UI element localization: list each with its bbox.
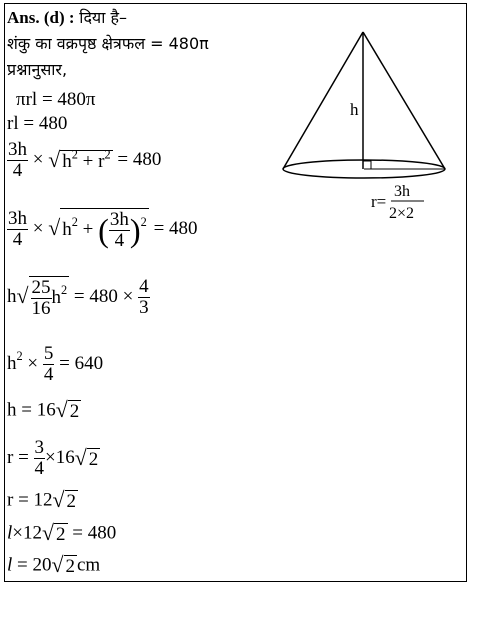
radius-denominator: 2×2 bbox=[389, 205, 415, 222]
fraction: $\frac{3h}{4}$ bbox=[8, 139, 27, 181]
step-1: πrl = 480π bbox=[16, 89, 96, 110]
step-3: $\frac{3h}{4}$ × √ $h^2 + r^2 = 480$ bbox=[8, 139, 162, 181]
fraction: $\frac{5}{4}$ bbox=[43, 343, 54, 385]
given-statement: शंकु का वक्रपृष्ठ क्षेत्रफल = 480π bbox=[7, 34, 209, 53]
cone-diagram bbox=[278, 30, 458, 230]
cone-right-slant bbox=[363, 32, 445, 169]
according-to-question: प्रश्नानुसार, bbox=[7, 60, 68, 79]
height-label: h bbox=[350, 100, 359, 119]
step-5: h√ $\frac{25}{16}$ $h^2 = 480$ × $\frac{4}{3}$ bbox=[7, 276, 149, 319]
square-root: √ $h^2 + r^2$ bbox=[48, 146, 111, 172]
square-root: √ $h^2$ + ( $\frac{3h}{4}$ )$^2$ bbox=[48, 209, 147, 251]
answer-intro: दिया है– bbox=[79, 8, 127, 27]
fraction: $\frac{4}{3}$ bbox=[139, 276, 149, 318]
step-7: h = 16√ 2 bbox=[7, 398, 80, 422]
answer-heading bbox=[7, 8, 127, 27]
step-10: l×12√ 2 = 480 bbox=[7, 521, 117, 545]
step-6: $h^2$ × $\frac{5}{4}$ = 640 bbox=[7, 343, 104, 385]
step-2: rl = 480 bbox=[7, 113, 68, 134]
square-root: √ 2 bbox=[55, 398, 80, 422]
step-11: l = 20√ 2 cm bbox=[7, 553, 101, 577]
square-root: √ 2 bbox=[51, 553, 75, 577]
right-angle-mark bbox=[363, 161, 371, 169]
radius-label: r= bbox=[371, 192, 387, 211]
step-9: r = 12√ 2 bbox=[7, 488, 77, 512]
square-root: √ $\frac{25}{16}$ $h^2$ bbox=[16, 277, 68, 319]
answer-label: Ans. (d) : bbox=[7, 8, 75, 27]
step-8: r = $\frac{3}{4}$ ×16√ 2 bbox=[7, 437, 99, 479]
fraction: $\frac{3}{4}$ bbox=[34, 437, 45, 479]
square-root: √ 2 bbox=[42, 521, 66, 545]
fraction: $\frac{3h}{4}$ bbox=[8, 208, 27, 250]
square-root: √ 2 bbox=[74, 445, 99, 470]
square-root: √ 2 bbox=[52, 488, 77, 512]
radius-numerator: 3h bbox=[394, 183, 410, 200]
step-4: $\frac{3h}{4}$ × √ $h^2$ + ( $\frac{3h}{4}$ )$^2$ = 480 bbox=[8, 208, 198, 251]
